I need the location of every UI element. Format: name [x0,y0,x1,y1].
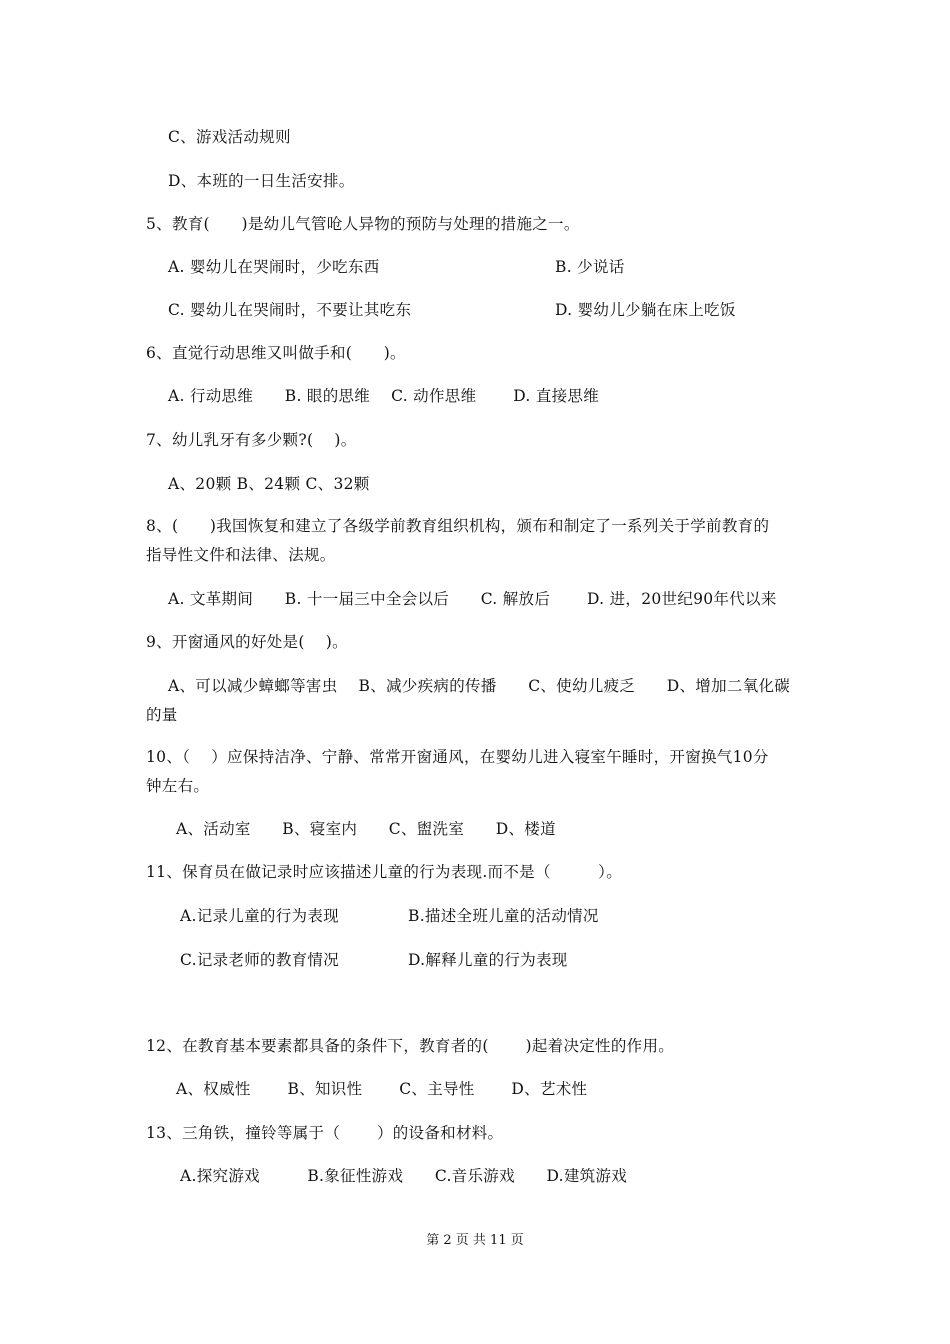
option-b-q11: B.描述全班儿童的活动情况 [408,907,599,925]
option-d-q4: D、本班的一日生活安排。 [168,172,355,190]
option-d-q11: D.解释儿童的行为表现 [408,951,568,969]
options-q6: A. 行动思维 B. 眼的思维 C. 动作思维 D. 直接思维 [168,387,600,405]
question-9: 9、开窗通风的好处是( )。 [146,633,348,651]
options-q7: A、20颗 B、24颗 C、32颗 [168,475,370,493]
question-7: 7、幼儿乳牙有多少颗?( )。 [146,431,357,449]
question-5: 5、教育( )是幼儿气管呛人异物的预防与处理的措施之一。 [146,215,580,233]
options-q9: A、可以减少蟑螂等害虫 B、减少疾病的传播 C、使幼儿疲乏 D、增加二氧化碳 [168,677,791,695]
option-d-q5: D. 婴幼儿少躺在床上吃饭 [555,301,736,319]
question-8-cont: 指导性文件和法律、法规。 [146,546,336,564]
options-q13: A.探究游戏 B.象征性游戏 C.音乐游戏 D.建筑游戏 [180,1167,628,1185]
option-b-q5: B. 少说话 [555,258,625,276]
options-q10: A、活动室 B、寝室内 C、盥洗室 D、楼道 [176,820,556,838]
option-c-q4: C、游戏活动规则 [168,128,291,146]
page-footer: 第 2 页 共 11 页 [426,1233,524,1248]
question-13: 13、三角铁，撞铃等属于（ ）的设备和材料。 [146,1124,504,1142]
option-a-q11: A.记录儿童的行为表现 [180,907,339,925]
question-12: 12、在教育基本要素都具备的条件下，教育者的( )起着决定性的作用。 [146,1037,675,1055]
question-8: 8、( )我国恢复和建立了各级学前教育组织机构，颁布和制定了一系列关于学前教育的 [146,517,770,535]
question-6: 6、直觉行动思维又叫做手和( )。 [146,344,406,362]
question-10: 10、（ ）应保持洁净、宁静、常常开窗通风，在婴幼儿进入寝室午睡时，开窗换气10分 [146,748,769,766]
options-q9-cont: 的量 [146,706,178,724]
options-q12: A、权威性 B、知识性 C、主导性 D、艺术性 [176,1080,588,1098]
option-c-q5: C. 婴幼儿在哭闹时，不要让其吃东 [168,301,412,319]
options-q8: A. 文革期间 B. 十一届三中全会以后 C. 解放后 D. 进，20世纪90年代以来 [168,590,777,608]
option-c-q11: C.记录老师的教育情况 [180,951,340,969]
question-10-cont: 钟左右。 [146,777,210,795]
option-a-q5: A. 婴幼儿在哭闹时，少吃东西 [168,258,380,276]
question-11: 11、保育员在做记录时应该描述儿童的行为表现.而不是（ ）。 [146,863,623,881]
